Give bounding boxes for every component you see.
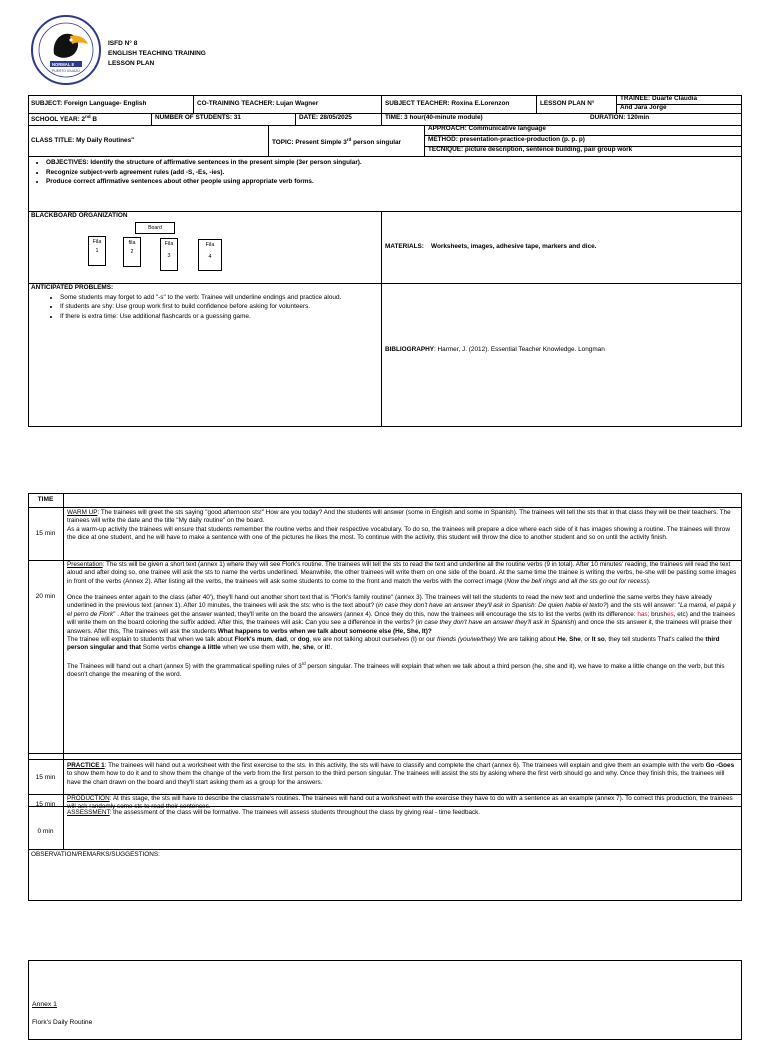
date-cell: DATE: 28/05/2025 — [296, 113, 382, 125]
objective-item: • OBJECTIVES: Identify the structure of affirmative sentences in the present simple (3er person singular). — [46, 158, 738, 168]
approach-cell: APPROACH: Communicative language — [428, 125, 546, 132]
fila-1: Fila 1 — [88, 236, 106, 266]
trainee-cell-2: And Jara Jorge — [620, 104, 667, 111]
warmup-stage: WARM UP: The trainees will greet the sts saying "good afternoon sts!" How are you today? And the students will answer (some in English and some in Spanish). The trainees will tell the sts that in that class they will be their teachers. The trainees will write the date and the title "My daily routine" on the board. As a warm-up activity the trainees will ensure that students remember the routine verbs and their respective vocabulary. To do so, the trainees will prepare a dice where each side of it has images showing a routine. The trainees will throw the dice at one student, and he will have to make a sentence with one of the pictures he likes the most. To continue with the activity, this student will throw the dice to another student and so on until the activity finish. — [67, 509, 731, 542]
bibliography-label: BIBLIOGRAPHY — [385, 346, 434, 353]
board-diagram: Board — [135, 222, 175, 234]
production-time: 15 min — [35, 801, 56, 808]
class-title-cell: CLASS TITLE: My Daily Routines" — [28, 125, 269, 156]
trainee-cell: TRAINEE: Duarte Claudia — [620, 95, 698, 102]
institution-name: ISFD N° 8 — [108, 40, 138, 47]
problem-item: • If students are shy: Use group work first to build confidence before asking for volunteers. — [60, 302, 350, 311]
production-label: PRODUCTION — [67, 795, 110, 802]
fila-2: fila 2 — [123, 237, 141, 267]
problem-item: • If there is extra time: Use additional flashcards or a guessing game. — [60, 312, 350, 321]
topic-cell: TOPIC: Present Simple 3rd person singular — [269, 125, 425, 156]
materials-label: MATERIALS: — [385, 243, 424, 250]
document-type: LESSON PLAN — [108, 60, 155, 68]
time-column-header: TIME — [37, 496, 54, 503]
duration-cell: DURATION: 120min — [590, 114, 650, 121]
bibliography-row — [385, 346, 605, 353]
warmup-time: 15 min — [35, 530, 56, 537]
presentation-stage: Presentation: The sts will be given a short text (annex 1) where they will see Flork's routine. The trainees will tell the sts to read the text and underline all the routine verbs (9 in total). After 10 minutes' reading, the trainees will read the text aloud and after doing so, one trainee will ask the sts to name the verbs underlined. Meanwhile, the other trainees will write them on one side of the board. At the same time the trainee is writing the verbs, he-she will be pasting some images in front of the verbs (Annex 2). After listing all the verbs, the trainees will ask some students to come to the front and match the verbs with the correct image (Now the bell rings and all the sts go out for recess). Once the trainees enter again to the class (after 40'), they'll hand out another short text that is "Flork's family routine" (annex 3). The trainees will tell the students to read the new text and underline the same verbs they have already underlined in the previous text (annex 1). After 10 minutes, the trainees will ask the sts: who is the text about? (in case they don't have an answer they'll ask in Spanish: De quien habla el texto?) and the sts will answer: "La mamá, el papá y el perro de Flork" . After the trainees get the answer wanted, they'll write on the board the answers (annex 4). Once they do this, now the trainees will encourage the sts to list the verbs (with its difference: has; brushes, etc) and the trainees will write them on the board coloring the suffix added. After this, the trainees will ask: Can you see a difference in the verbs? (in case they don't have an answer they'll ask in Spanish) and once the sts answer it, the trainees will praise their answers. After this, The trainees will ask the students What happens to verbs when we talk about someone else (He, She, It)? The trainee will explain to students that when we talk about Flork's mum, dad, or dog, we are not talking about ourselves (I) or our friends (you/we/they) We are talking about He, She, or It so, they tell students That's called the third person singular and that Some verbs change a little when we use them with, he, she, or it!. The Trainees will hand out a chart (annex 5) with the grammatical spelling rules of 3rd person singular. The trainees will explain that when we talk about a third person (he, she and it), we have to make a little change on the verb, but this doesn't change the meaning of the word. — [67, 561, 737, 679]
method-cell: METHOD: presentation-practice-production (p. p. p) — [428, 136, 585, 143]
blackboard-title: BLACKBOARD ORGANIZATION — [31, 212, 128, 219]
time-cell: TIME: 3 hour(40-minute module) — [385, 114, 483, 121]
stages-table — [28, 493, 742, 901]
subject-cell: SUBJECT: Foreign Language- English — [28, 95, 194, 113]
problem-item: • Some students may forget to add "-s" to the verb: Trainee will underline endings and practice aloud. — [60, 293, 350, 302]
annex-subtitle: Flork's Daily Routine — [32, 1019, 93, 1026]
logo-text-bottom: PUERTO IGUAZÚ — [52, 69, 80, 73]
fila-4: Fila 4 — [198, 239, 222, 271]
presentation-time: 20 min — [35, 593, 56, 600]
presentation-label: Presentation — [67, 561, 103, 568]
practice-label: PRACTICE 1 — [67, 762, 105, 769]
materials-value: Worksheets, images, adhesive tape, markers and dice. — [431, 243, 597, 250]
school-year-cell: SCHOOL YEAR: 2nd B — [28, 113, 152, 125]
problems-title: ANTICIPATED PROBLEMS: — [31, 284, 114, 291]
fila-3: Fila 3 — [160, 238, 178, 271]
practice-time: 15 min — [35, 774, 56, 781]
objectives-section — [28, 158, 738, 187]
annex-title: Annex 1 — [32, 1001, 57, 1008]
technique-cell: TECNIQUE: picture description, sentence building, pair group work — [428, 146, 633, 153]
objective-item: • Produce correct affirmative sentences about other people using appropriate verb forms. — [46, 177, 738, 187]
institution-header — [108, 39, 206, 69]
lesson-plan-number-cell: LESSON PLAN N° — [537, 95, 617, 113]
students-count-cell: NUMBER OF STUDENTS: 31 — [152, 113, 296, 125]
bibliography-value: : Harmer, J. (2012). Essential Teacher Knowledge. Longman — [434, 346, 605, 353]
materials-row — [385, 243, 596, 250]
objective-item: • Recognize subject-verb agreement rules (add -S, -Es, -ies). — [46, 168, 738, 178]
subject-teacher-cell: SUBJECT TEACHER: Roxina E.Lorenzon — [382, 95, 537, 113]
co-teacher-cell: CO-TRAINING TEACHER: Lujan Wagner — [194, 95, 382, 113]
practice-stage: PRACTICE 1: The trainees will hand out a worksheet with the first exercise to the sts. In this activity, the sts will have to classify and complete the chart (annex 6). The trainees will explain and give them an example with the verb Go -Goes to show them how to do it and to show them the change of the verb from the first person to the third person singular. The trainees will assist the sts by asking where the first verb should go and why. Once they finish this, the trainees will have the chart drawn on the board and they'll start asking them as a group for the answers. — [67, 762, 735, 786]
problems-list — [30, 293, 350, 321]
annex-box — [28, 960, 742, 1040]
production-stage: PRODUCTION: At this stage, the sts will have to describe the classmate's routines. The trainees will hand out a worksheet with the exercise they have to do with a sentence as an example (annex 7). To correct this production, the trainees will ask randomly some sts to read their sentences. — [67, 795, 733, 811]
school-logo — [30, 14, 102, 86]
assessment-stage: ASSESSMENT: the assessment of the class will be formative. The trainees will assess students throughout the class by giving real - time feedback. — [67, 809, 481, 816]
warmup-label: WARM UP — [67, 509, 98, 516]
program-name: ENGLISH TEACHING TRAINING — [108, 50, 206, 58]
assessment-time: 0 min — [37, 828, 54, 835]
assessment-label: ASSESSMENT — [67, 809, 110, 816]
logo-text-mid: NORMAL 8 — [52, 62, 74, 67]
observations-label: OBSERVATION/REMARKS/SUGGESTIONS: — [31, 851, 160, 858]
